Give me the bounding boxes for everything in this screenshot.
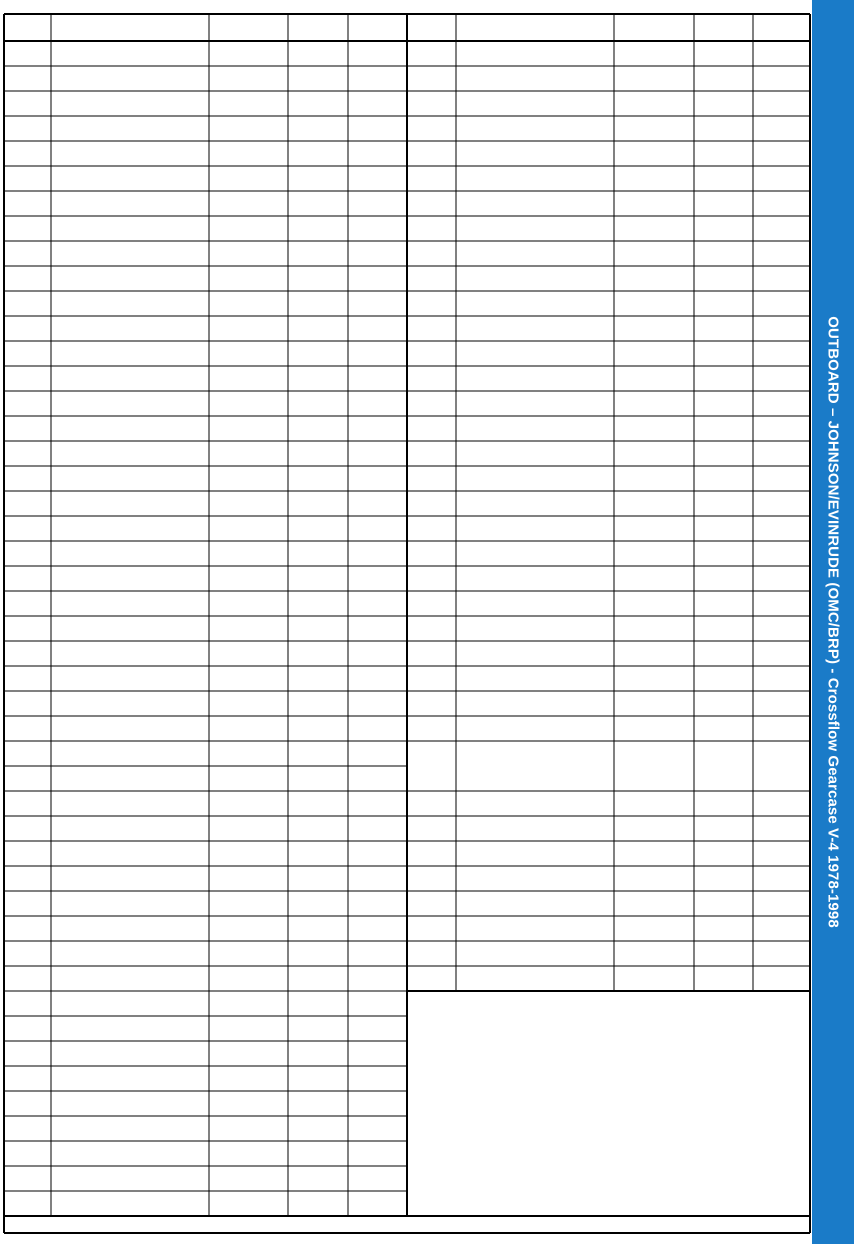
document-title: OUTBOARD – JOHNSON/EVINRUDE (OMC/BRP) - Crossflow Gearcase V-4 1978-1998 (824, 316, 842, 928)
